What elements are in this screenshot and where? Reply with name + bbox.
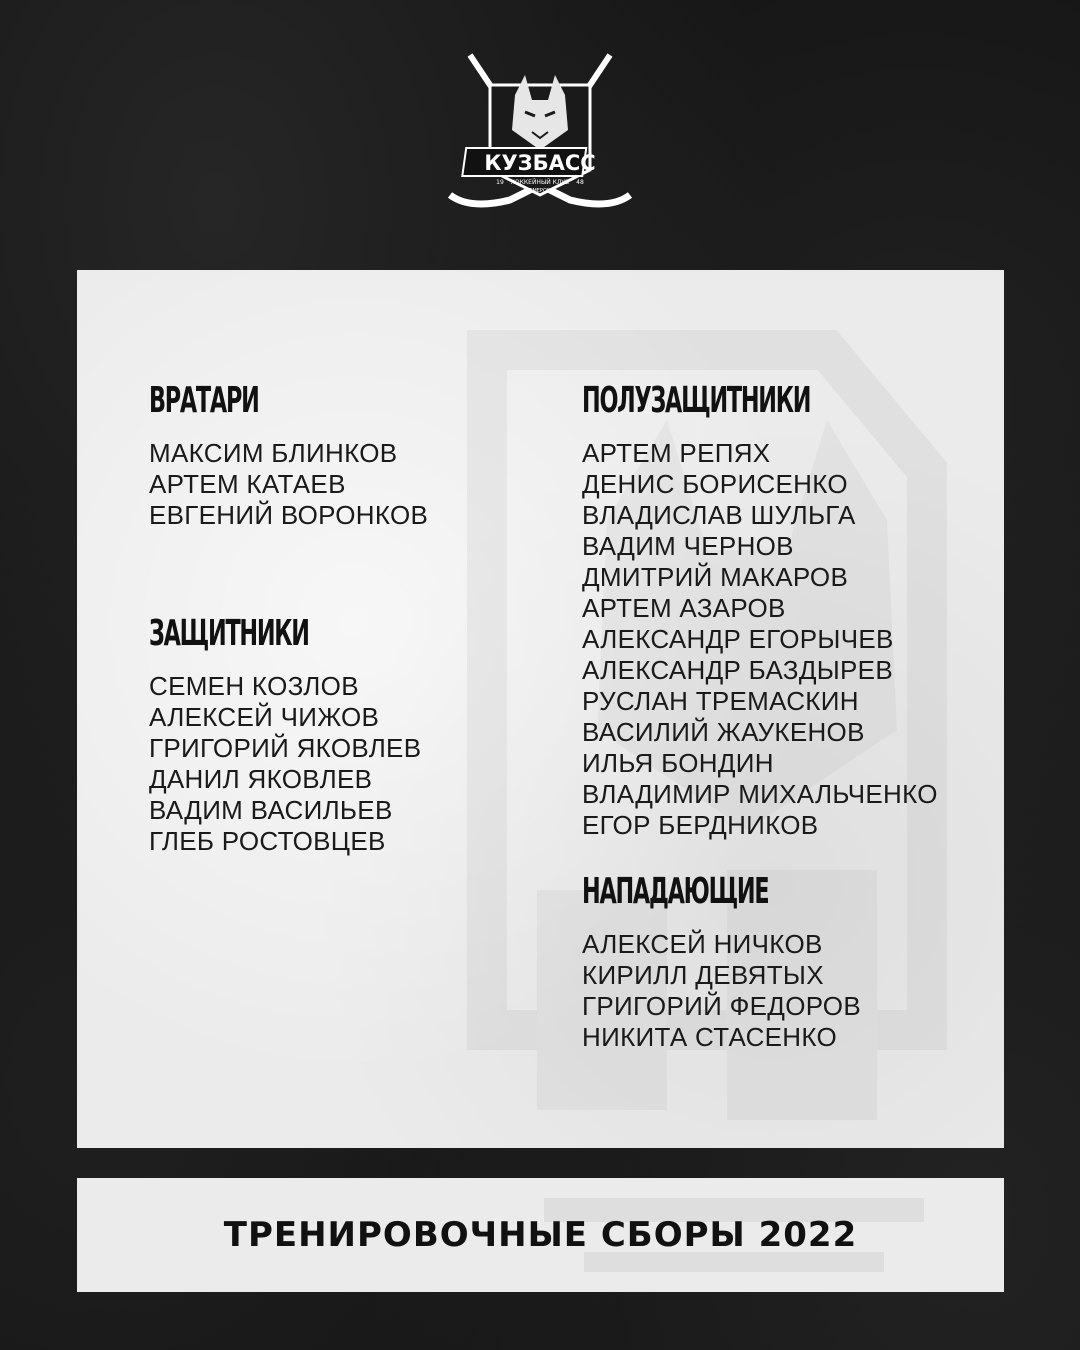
player-name: ВАДИМ ВАСИЛЬЕВ bbox=[149, 795, 393, 825]
heading-forwards: НАПАДАЮЩИЕ bbox=[582, 871, 769, 912]
player-name: ЕГОР БЕРДНИКОВ bbox=[582, 810, 819, 840]
player-name: АЛЕКСЕЙ НИЧКОВ bbox=[582, 929, 823, 959]
player-name: ГРИГОРИЙ ФЕДОРОВ bbox=[582, 991, 861, 1021]
midfielders-list bbox=[582, 438, 950, 841]
player-name: АРТЕМ РЕПЯХ bbox=[582, 438, 771, 468]
player-name: ЕВГЕНИЙ ВОРОНКОВ bbox=[149, 500, 429, 530]
heading-goalkeepers: ВРАТАРИ bbox=[149, 380, 259, 421]
player-name: ВАСИЛИЙ ЖАУКЕНОВ bbox=[582, 717, 865, 747]
right-column bbox=[582, 376, 950, 1053]
goalkeepers-list bbox=[149, 438, 428, 531]
player-name: ГЛЕБ РОСТОВЦЕВ bbox=[149, 826, 386, 856]
club-logo bbox=[440, 50, 640, 220]
footer-banner bbox=[77, 1178, 1004, 1292]
section-goalkeepers bbox=[149, 376, 428, 531]
player-name: ИЛЬЯ БОНДИН bbox=[582, 748, 774, 778]
player-name: АЛЕКСАНДР ЕГОРЫЧЕВ bbox=[582, 624, 894, 654]
defenders-list bbox=[149, 671, 428, 857]
player-name: ВЛАДИМИР МИХАЛЬЧЕНКО bbox=[582, 779, 938, 809]
logo-year-left: 19 bbox=[496, 179, 504, 186]
player-name: ВЛАДИСЛАВ ШУЛЬГА bbox=[582, 500, 856, 530]
section-forwards bbox=[582, 867, 950, 1053]
logo-year-right: 48 bbox=[576, 179, 584, 186]
player-name: ВАДИМ ЧЕРНОВ bbox=[582, 531, 794, 561]
player-name: ГРИГОРИЙ ЯКОВЛЕВ bbox=[149, 733, 422, 763]
player-name: НИКИТА СТАСЕНКО bbox=[582, 1022, 838, 1052]
forwards-list bbox=[582, 929, 950, 1053]
logo-brand-text: КУЗБАСС bbox=[484, 151, 596, 175]
player-name: АРТЕМ АЗАРОВ bbox=[582, 593, 786, 623]
left-column bbox=[149, 376, 428, 857]
player-name: ДМИТРИЙ МАКАРОВ bbox=[582, 562, 849, 592]
footer-title: ТРЕНИРОВОЧНЫЕ СБОРЫ 2022 bbox=[223, 1215, 858, 1255]
logo-city-text: КЕМЕРОВО bbox=[525, 188, 555, 194]
player-name: КИРИЛЛ ДЕВЯТЫХ bbox=[582, 960, 824, 990]
roster-panel bbox=[77, 270, 1004, 1148]
logo-subtitle-text: ХОККЕЙНЫЙ КЛУБ bbox=[510, 179, 570, 186]
player-name: АЛЕКСАНДР БАЗДЫРЕВ bbox=[582, 655, 893, 685]
player-name: ДАНИЛ ЯКОВЛЕВ bbox=[149, 764, 373, 794]
player-name: АЛЕКСЕЙ ЧИЖОВ bbox=[149, 702, 380, 732]
section-midfielders bbox=[582, 376, 950, 841]
player-name: ДЕНИС БОРИСЕНКО bbox=[582, 469, 848, 499]
section-defenders bbox=[149, 609, 428, 857]
player-name: РУСЛАН ТРЕМАСКИН bbox=[582, 686, 859, 716]
player-name: СЕМЕН КОЗЛОВ bbox=[149, 671, 359, 701]
heading-defenders: ЗАЩИТНИКИ bbox=[149, 613, 309, 654]
player-name: МАКСИМ БЛИНКОВ bbox=[149, 438, 398, 468]
player-name: АРТЕМ КАТАЕВ bbox=[149, 469, 346, 499]
heading-midfielders: ПОЛУЗАЩИТНИКИ bbox=[582, 380, 811, 421]
